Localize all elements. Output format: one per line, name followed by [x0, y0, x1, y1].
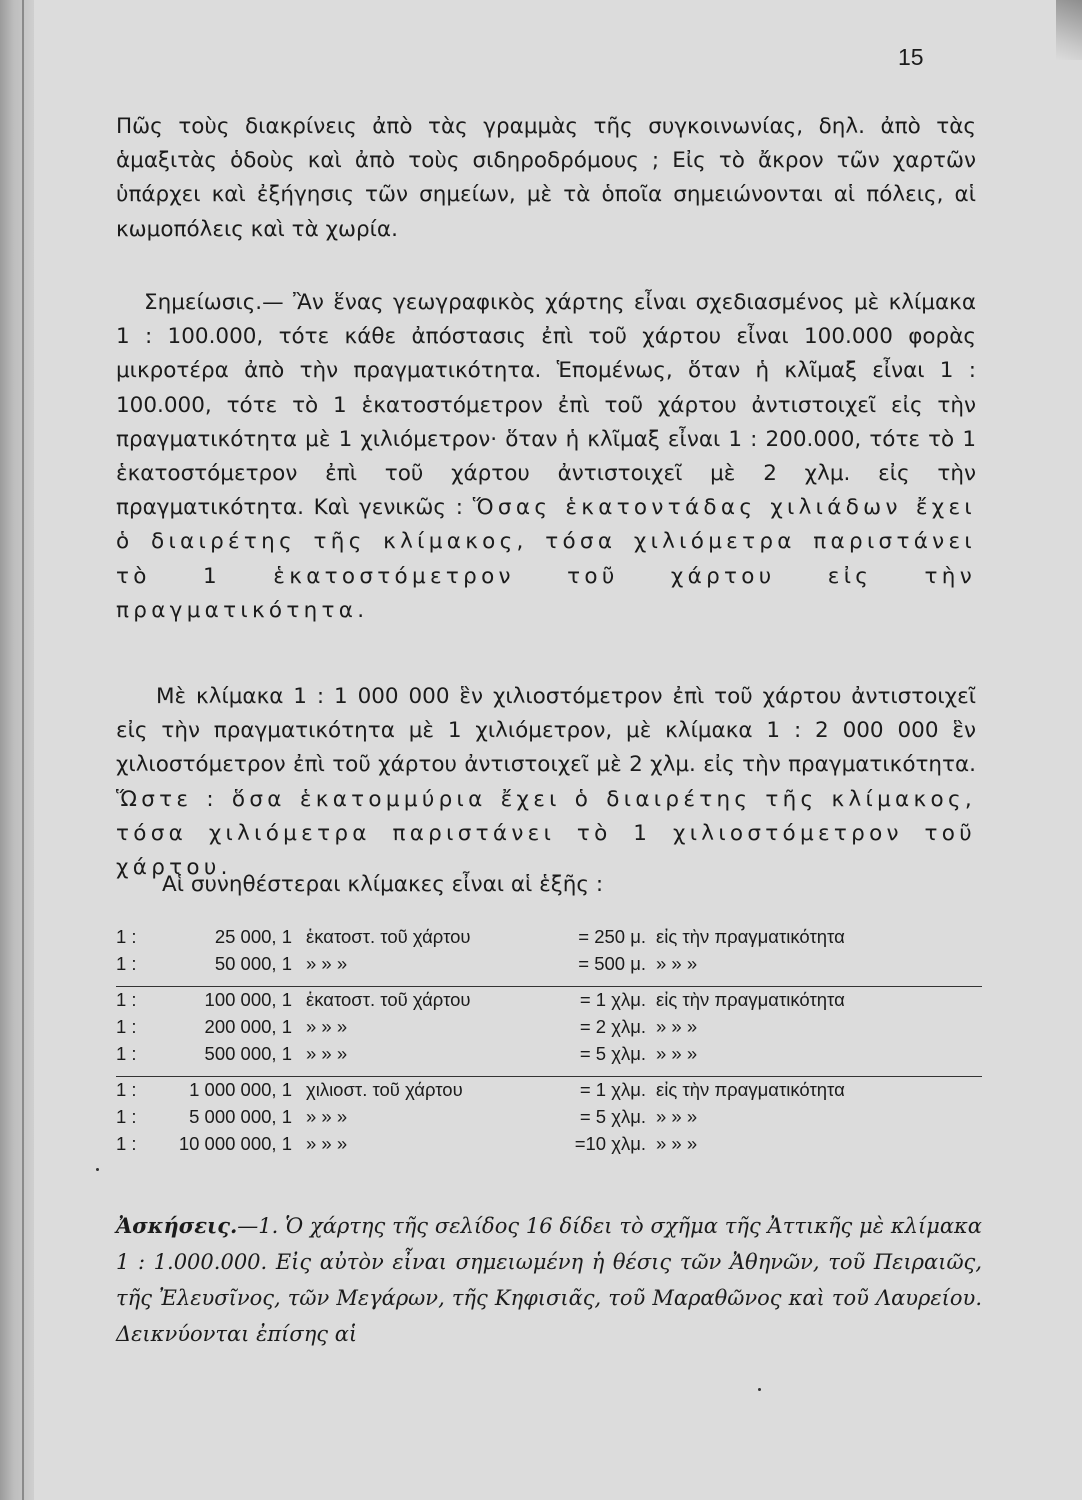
scale-reality: εἰς τὴν πραγματικότητα [656, 926, 845, 947]
scale-divisor: 200 000, 1 [204, 1016, 292, 1037]
scale-unit: ἑκατοστ. τοῦ χάρτου [306, 926, 471, 947]
note-text: Σημείωσις.— Ἂν ἕνας γεωγραφικὸς χάρτης εἶναι σχεδιασμένος μὲ κλίμακα 1 : 100.000, τότε κάθε ἀπόστασις ἐπὶ τοῦ χάρτου εἶναι 100.000 φορὰς μικροτέρα ἀπὸ τὴν πραγματικότητα. Ἑπομένως, ὅταν ἡ κλῖμαξ εἶναι 1 : 100.000, τότε τὸ 1 ἑκατοστόμετρον ἐπὶ τοῦ χάρτου ἀντιστοιχεῖ εἰς τὴν πραγματικότητα μὲ 1 χιλιόμετρον· ὅταν ἡ κλῖμαξ εἶναι 1 : 200.000, τότε τὸ 1 ἑκατοστόμετρον ἐπὶ τοῦ χάρτου ἀντιστοιχεῖ μὲ 2 χλμ. εἰς τὴν πραγματικότητα. Καὶ γενικῶς : [116, 290, 976, 521]
exercises-text: —1. Ὁ χάρτης τῆς σελίδος 16 δίδει τὸ σχῆμα τῆς Ἀττικῆς μὲ κλίμακα 1 : 1.000.000. Εἰς αὐτὸν εἶναι σημειωμένη ἡ θέσις τῶν Ἀθηνῶν, τοῦ Πειραιῶς, τῆς Ἐλευσῖνος, τῶν Μεγάρων, τῆς Κηφισιᾶς, τοῦ Μαραθῶνος καὶ τοῦ Λαυρείου. Δεικνύονται ἐπίσης αἱ [116, 1214, 982, 1346]
scale-unit: » » » [306, 953, 348, 974]
scale-prefix: 1 : [116, 1133, 137, 1154]
scale-divisor: 100 000, 1 [204, 989, 292, 1010]
scale-unit: » » » [306, 1016, 348, 1037]
scale-group-centimeter-meter [116, 924, 982, 987]
scale-distance: = 5 χλμ. [579, 1106, 646, 1127]
scale-reality: » » » [656, 1043, 698, 1064]
book-spine [0, 0, 34, 1500]
millimeter-text: Μὲ κλίμακα 1 : 1 000 000 ἓν χιλιοστόμετρον ἐπὶ τοῦ χάρτου ἀντιστοιχεῖ εἰς τὴν πραγματικότητα μὲ 1 χιλιόμετρον, μὲ κλίμακα 1 : 2 000 000 ἓν χιλιοστόμετρον ἐπὶ τοῦ χάρτου ἀντιστοιχεῖ μὲ 2 χλμ. εἰς τὴν πραγματικότητα. [116, 684, 976, 778]
scale-prefix: 1 : [116, 1106, 137, 1127]
scale-prefix: 1 : [116, 926, 137, 947]
table-row [116, 989, 982, 1016]
scale-prefix: 1 : [116, 1016, 137, 1037]
scale-reality: » » » [656, 1106, 698, 1127]
scale-distance: = 250 μ. [578, 926, 646, 947]
table-row [116, 1079, 982, 1106]
table-row [116, 926, 982, 953]
scale-distance: = 5 χλμ. [579, 1043, 646, 1064]
table-row [116, 953, 982, 980]
table-row [116, 1106, 982, 1133]
paragraph-millimeter-rule [116, 680, 976, 885]
scale-distance: = 500 μ. [578, 953, 646, 974]
scale-distance: =10 χλμ. [574, 1133, 646, 1154]
scale-unit: » » » [306, 1106, 348, 1127]
book-page [34, 0, 1082, 1500]
scale-prefix: 1 : [116, 989, 137, 1010]
scale-reality: » » » [656, 1016, 698, 1037]
scale-prefix: 1 : [116, 1043, 137, 1064]
page-number: 15 [898, 44, 924, 70]
scale-unit: ἑκατοστ. τοῦ χάρτου [306, 989, 471, 1010]
scale-divisor: 500 000, 1 [204, 1043, 292, 1064]
table-row [116, 1043, 982, 1070]
scale-tables [116, 924, 982, 1166]
scale-unit: » » » [306, 1133, 348, 1154]
scale-divisor: 50 000, 1 [214, 953, 292, 974]
scale-prefix: 1 : [116, 953, 137, 974]
ink-speck [96, 1168, 99, 1171]
scale-reality: εἰς τὴν πραγματικότητα [656, 1079, 845, 1100]
scale-distance: = 2 χλμ. [579, 1016, 646, 1037]
scale-distance: = 1 χλμ. [579, 1079, 646, 1100]
scale-divisor: 10 000 000, 1 [178, 1133, 292, 1154]
ink-speck [758, 1388, 761, 1391]
scale-unit: χιλιοστ. τοῦ χάρτου [306, 1079, 463, 1100]
exercises-paragraph [116, 1208, 982, 1352]
gutter-line [22, 0, 24, 1500]
scale-divisor: 25 000, 1 [214, 926, 292, 947]
paragraph-note [116, 286, 976, 628]
page-corner [1056, 0, 1082, 60]
paragraph-map-legend: Πῶς τοὺς διακρίνεις ἀπὸ τὰς γραμμὰς τῆς συγκοινωνίας, δηλ. ἀπὸ τὰς ἁμαξιτὰς ὁδοὺς καὶ ἀπὸ τοὺς σιδηροδρόμους ; Εἰς τὸ ἄκρον τῶν χαρτῶν ὑπάρχει καὶ ἐξήγησις τῶν σημείων, μὲ τὰ ὁποῖα σημειώνονται αἱ πόλεις, αἱ κωμοπόλεις καὶ τὰ χωρία. [116, 114, 976, 242]
scale-divisor: 5 000 000, 1 [189, 1106, 292, 1127]
scale-reality: » » » [656, 1133, 698, 1154]
paragraph-common-scales-intro: Αἱ συνηθέστεραι κλίμακες εἶναι αἱ ἑξῆς : [162, 872, 604, 897]
scale-group-centimeter-kilometer [116, 987, 982, 1077]
scale-divisor: 1 000 000, 1 [189, 1079, 292, 1100]
scale-reality: εἰς τὴν πραγματικότητα [656, 989, 845, 1010]
table-row [116, 1016, 982, 1043]
scale-distance: = 1 χλμ. [579, 989, 646, 1010]
millimeter-rule-spaced: Ὥστε : ὅσα ἑκατομμύρια ἔχει ὁ διαιρέτης τῆς κλίμακος, τόσα χιλιόμετρα παριστάνει τὸ 1 χιλιοστόμετρον τοῦ χάρτου. [116, 786, 976, 881]
scale-prefix: 1 : [116, 1079, 137, 1100]
scale-group-millimeter-kilometer [116, 1077, 982, 1166]
table-row [116, 1133, 982, 1160]
exercises-heading: Ἀσκήσεις. [116, 1213, 238, 1238]
scale-unit: » » » [306, 1043, 348, 1064]
note-rule-spaced: Ὅσας ἑκατοντάδας χιλιάδων ἔχει ὁ διαιρέτης τῆς κλίμακος, τόσα χιλιόμετρα παριστάνει τὸ 1 ἑκατοστόμετρον τοῦ χάρτου εἰς τὴν πραγματικότητα. [116, 495, 976, 623]
scale-reality: » » » [656, 953, 698, 974]
